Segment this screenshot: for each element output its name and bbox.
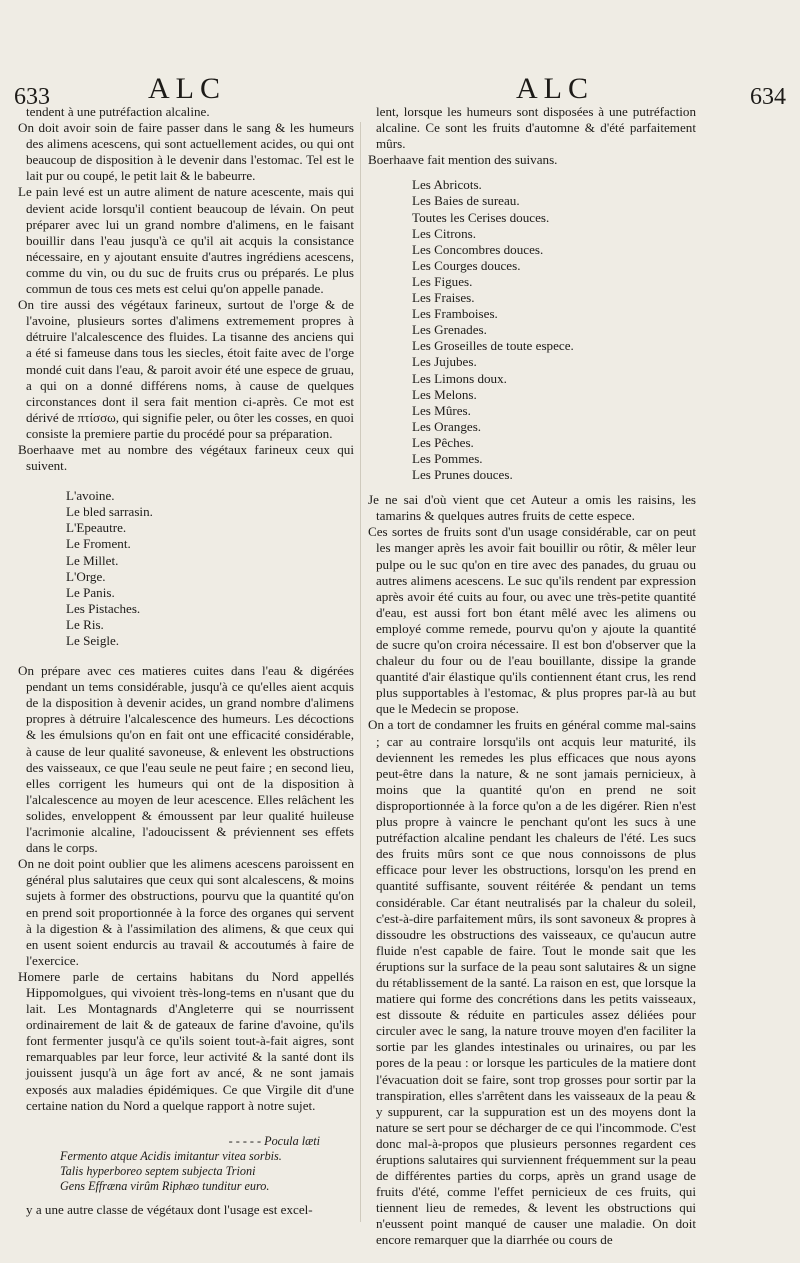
- fruit-list: [368, 177, 696, 483]
- list-item: Les Framboises.: [412, 306, 498, 322]
- paragraph: Je ne sai d'où vient que cet Auteur a omis les raisins, les tamarins & quelques autres fruits de cette espece.: [368, 492, 696, 524]
- cereal-list: [18, 488, 354, 649]
- list-item: Le Millet.: [66, 552, 119, 568]
- left-page-number: 633: [14, 84, 50, 110]
- list-item: L'Epeautre.: [66, 520, 127, 536]
- list-item: Les Pêches.: [412, 434, 474, 450]
- list-item: Les Mûres.: [412, 402, 471, 418]
- right-page-number: 634: [750, 84, 786, 110]
- list-item: Les Fraises.: [412, 290, 475, 306]
- column-gutter: [360, 122, 361, 1222]
- list-item: Le Froment.: [66, 536, 131, 552]
- paragraph: Boerhaave met au nombre des végétaux farineux ceux qui suivent.: [18, 441, 354, 474]
- list-item: Les Courges douces.: [412, 257, 521, 273]
- left-running-headword: ALC: [148, 72, 226, 105]
- paragraph: Homere parle de certains habitans du Nord appellés Hippomolgues, qui vivoient très-long-tems en n'usant que du lait. Les Montagnards d'Angleterre qui se nourrissent ordinairement de lait & de gateaux de farine d'avoine, qu'ils font fermenter jusqu'à ce qu'ils soient tout-à-fait aigres, sont remarquables par leur force, leur activité & la santé dont ils jouissent jusqu'à un âge fort av ancé, & ne sont jamais exposés aux maladies épidémiques. Ce que Virgile dit d'une certaine nation du Nord a quelque rapport à notre sujet.: [18, 968, 354, 1113]
- paragraph: On doit avoir soin de faire passer dans le sang & les humeurs des alimens acescens, qui sont actuellement acides, ou qui ont beaucoup de disposition à le devenir dans l'estomac. Tel est le lait pur ou coupé, le petit lait & le babeurre.: [18, 120, 354, 184]
- list-item: L'avoine.: [66, 488, 115, 504]
- verse-line: Talis hyperboreo septem subjecta Trioni: [60, 1163, 256, 1178]
- list-item: Le Ris.: [66, 616, 104, 632]
- list-item: Les Baies de sureau.: [412, 193, 520, 209]
- list-item: Les Citrons.: [412, 225, 477, 241]
- list-item: Les Limons doux.: [412, 370, 507, 386]
- paragraph: tendent à une putréfaction alcaline.: [26, 104, 210, 119]
- paragraph: Boerhaave fait mention des suivans.: [368, 152, 558, 168]
- left-column: [18, 104, 354, 1218]
- list-item: Les Abricots.: [412, 177, 482, 193]
- list-item: Les Oranges.: [412, 418, 482, 434]
- list-item: Le bled sarrasin.: [66, 504, 153, 520]
- paragraph: Le pain levé est un autre aliment de nature acescente, mais qui devient acide lorsqu'il contient beaucoup de lévain. On peut préparer avec lui un grand nombre d'alimens, en le faisant bouillir dans l'eau jusqu'à ce qu'il ait acquis la consistance nécessaire, en y ajoutant ensuite d'autres ingrédiens acescens, comme du vin, ou du suc de fruits crus ou préparés. Le plus commun de tous ces mets est celui qu'on appelle panade.: [18, 184, 354, 297]
- paragraph: On tire aussi des végétaux farineux, surtout de l'orge & de l'avoine, plusieurs sortes d'alimens extremement propres à détruire l'alcalescence des fluides. La tisanne des anciens qui a été si fameuse dans tous les siecles, étoit faite avec de l'orge mondé cuit dans l'eau, & paroit avoir été une espece de gruau, a qui on a donné différens noms, à cause de quelques circonstances dont il sera fait mention ci-après. Ce mot est dérivé de πτίσσω, qui signifie peler, ou ôter les cosses, en quoi consiste la premiere partie du procédé pour sa préparation.: [18, 297, 354, 441]
- paragraph: y a une autre classe de végétaux dont l'usage est excel-: [26, 1201, 313, 1217]
- paragraph: Ces sortes de fruits sont d'un usage considérable, car on peut les manger après les avoir fait bouillir ou rôtir, & mêler leur pulpe ou le suc qu'on en tire avec des panades, du gruau ou autres alimens acescens. Le suc qu'ils rendent par expression après avoir été cuits au four, ou avec une très-petite quantité d'eau, est aussi fort bon étant mêlé avec les alimens ou employé comme remede, pourvu qu'on y ajoute la quantité de sucre qu'on croira nécessaire. Il est bon d'observer que la chaleur du four ou de l'eau bouillante, dissipe la grande quantité d'air élastique qu'ils contiennent étant crus, les rend plus supportables à l'estomac, & plus propres par-là au but que le Medecin se propose.: [368, 524, 696, 717]
- list-item: Les Prunes douces.: [412, 467, 513, 483]
- list-item: Les Jujubes.: [412, 354, 477, 370]
- verse-line: - - - - - Pocula læti: [228, 1133, 320, 1148]
- verse-line: Gens Effræna virûm Riphæo tunditur euro.: [60, 1178, 270, 1193]
- latin-verse-quote: [18, 1134, 354, 1194]
- list-item: Les Melons.: [412, 386, 477, 402]
- list-item: Les Grenades.: [412, 322, 487, 338]
- paragraph: On ne doit point oublier que les alimens acescens paroissent en général plus salutaires que ceux qui sont alcalescens, & moins sujets à former des obstructions, pourvu que la quantité qu'on en prend soit proportionnée à la force des organes qui servent à la digestion & à l'assimilation des alimens, & que ceux qui en usent soient endurcis au travail & accoutumés à faire de l'exercice.: [18, 856, 354, 968]
- list-item: Les Pistaches.: [66, 600, 141, 616]
- list-item: Le Seigle.: [66, 633, 120, 648]
- right-running-headword: ALC: [516, 72, 594, 105]
- list-item: Le Panis.: [66, 584, 115, 600]
- right-column: [368, 104, 696, 1249]
- paragraph: On a tort de condamner les fruits en général comme mal-sains ; car au contraire lorsqu'ils ont acquis leur maturité, ils deviennent les remedes les plus efficaces que nous ayons peut-être dans la nature, & ne sont jamais pernicieux, à moins que la quantité qu'on en prend ne soit disproportionnée à la force qu'on a de les digérer. Rien n'est plus propre à vaincre le penchant qu'ont les sucs à une putréfaction alcaline pendant les chaleurs de l'été. Les sucs des fruits mûrs sont ce que nous connoissons de plus efficace pour lever les obstructions, lorsqu'on les prend en quantité suffisante, souvent réitérée & pendant un tems considérable. Car étant neutralisés par la chaleur du soleil, c'est-à-dire parfaitement mûrs, ils sont savoneux & propres à dissoudre les obstructions des vaisseaux, ce qu'aucun autre fluide n'est capable de faire. Tout le monde sait que les éruptions sur la surface de la peau sont salutaires & un signe du rétablissement de la santé. La raison en est, que lorsque la matiere qui forme des concrétions dans les petits vaisseaux, est dissoute & réduite en particules assez déliées pour circuler avec le sang, la nature trouve moyen d'en faciliter la sortie par les glandes intestinales ou urinaires, ou par les pores de la peau : or lorsque les particules de la matiere dont l'évacuation doit se faire, sont trop grosses pour sortir par la transpiration, elles s'arrêtent dans les vaisseaux de la peau & y suppurent, car la suppuration est un des moyens dont la nature se sert pour se décharger de ce qui l'incommode. C'est donc mal-à-propos que plusieurs personnes regardent ces éruptions salutaires qui surviennent fréquemment sur la peau de différentes parties du corps, après un grand usage de fruits d'été, comme l'effet pernicieux de ces fruits, qui tiennent lieu de remedes, & levent les obstructions qui n'eussent point manqué de causer une maladie. On doit encore remarquer que la diarrhée ou cours de: [368, 717, 696, 1248]
- list-item: Les Pommes.: [412, 450, 483, 466]
- paragraph: lent, lorsque les humeurs sont disposées à une putréfaction alcaline. Ce sont les fruits d'automne & d'été parfaitement mûrs.: [376, 104, 696, 152]
- list-item: Les Figues.: [412, 273, 473, 289]
- list-item: Les Concombres douces.: [412, 241, 544, 257]
- list-item: Les Groseilles de toute espece.: [412, 338, 574, 354]
- paragraph: On prépare avec ces matieres cuites dans l'eau & digérées pendant un tems considérable, jusqu'à ce qu'elles aient acquis de la disposition à devenir acides, un grand nombre d'alimens propres à détruire l'alcalescence des humeurs. Les décoctions & les émulsions qu'on en fait ont une efficacité considérable, à cause de leur qualité savoneuse, & enlevent les obstructions des vaisseaux, ce que l'eau seule ne peut faire ; en second lieu, elles corrigent les humeurs qui ont de la disposition à l'alcalescence au moyen de leur acescence. Elles relâchent les solides, enveloppent & émoussent par leur qualité huileuse l'acrimonie alcaline, l'adoucissent & préviennent ses effets dans le corps.: [18, 663, 354, 856]
- list-item: L'Orge.: [66, 568, 106, 584]
- list-item: Toutes les Cerises douces.: [412, 209, 550, 225]
- verse-line: Fermento atque Acidis imitantur vitea sorbis.: [60, 1148, 282, 1163]
